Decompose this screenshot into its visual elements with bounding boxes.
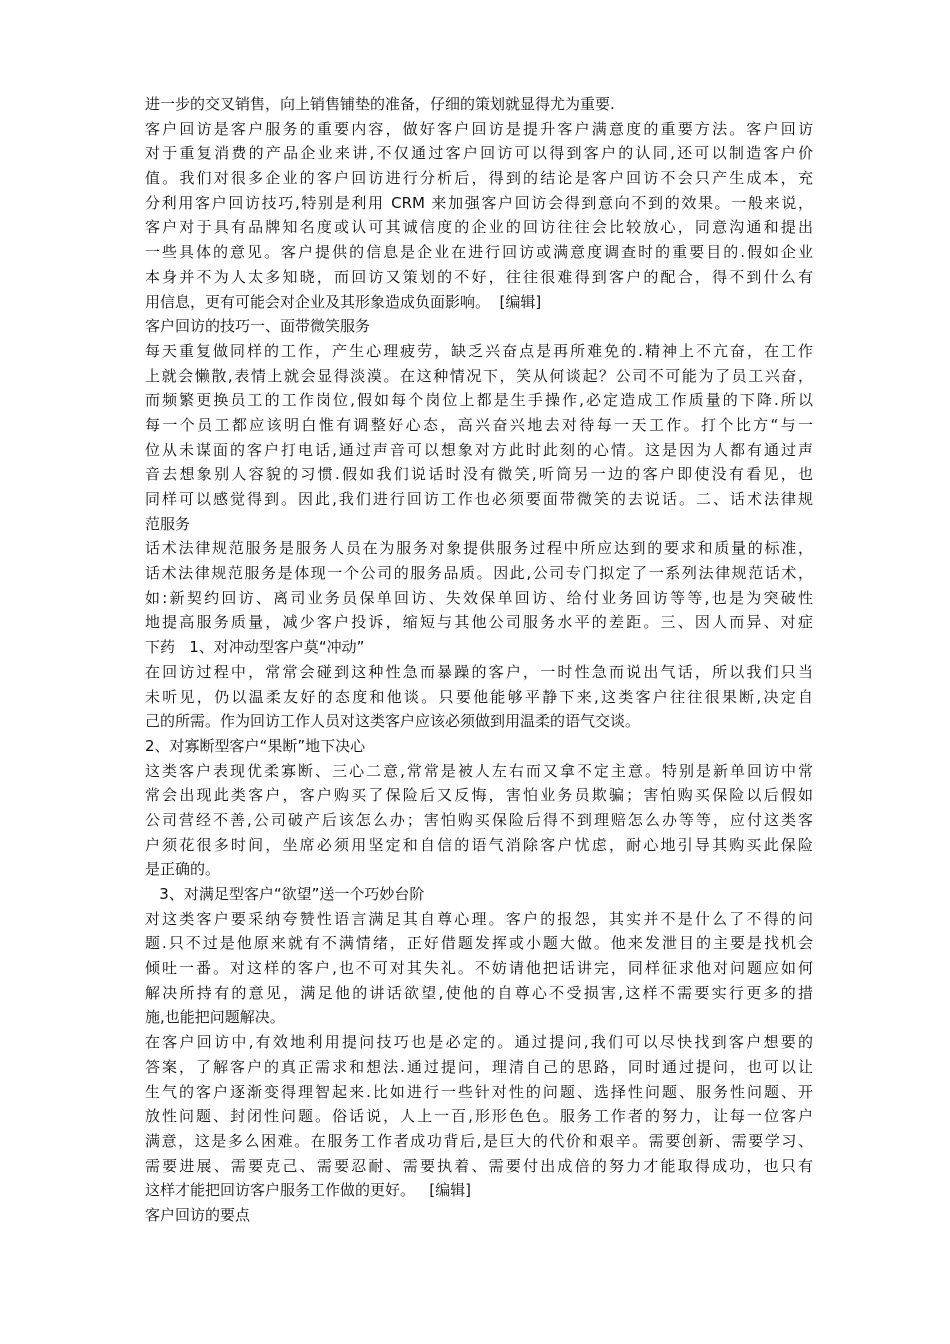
text-line: 上就会懒散,表情上就会显得淡漠。在这种情况下，笑从何谈起？公司不可能为了员工兴奋， [145, 366, 813, 385]
text-line: 进一步的交叉销售，向上销售铺垫的准备，仔细的策划就显得尤为重要. [145, 95, 615, 113]
text-line: 对于重复消费的产品企业来讲,不仅通过客户回访可以得到客户的认同,还可以制造客户价 [145, 144, 813, 163]
text-line: 2、对寡断型客户“果断”地下决心 [145, 736, 366, 755]
text-line: 位从未谋面的客户打电话,通过声音可以想象对方此时此刻的心情。这是因为人都有通过声 [145, 440, 813, 459]
text-line: 对这类客户要采纳夸赞性语言满足其自尊心理。客户的报怨，其实并不是什么了不得的问 [145, 909, 813, 928]
text-line: 答案，了解客户的真正需求和想法.通过提问，理清自己的思路，同时通过提问，也可以让 [145, 1057, 813, 1076]
text-line: 下药 1、对冲动型客户莫“冲动” [145, 638, 365, 657]
text-line: 是正确的。 [145, 860, 221, 879]
text-line: 每天重复做同样的工作，产生心理疲劳，缺乏兴奋点是再所难免的.精神上不亢奋，在工作 [145, 341, 813, 360]
text-line: 常会出现此类客户，客户购买了保险后又反悔，害怕业务员欺骗；害怕购买保险以后假如 [145, 786, 813, 805]
text-line: 在回访过程中，常常会碰到这种性急而暴躁的客户，一时性急而说出气话，所以我们只当 [145, 662, 813, 681]
text-line: 公司营经不善,公司破产后该怎么办；害怕购买保险后得不到理赔怎么办等等，应付这类客 [145, 810, 813, 829]
text-line: 放性问题、封闭性问题。俗话说，人上一百,形形色色。服务工作者的努力，让每一位客户 [145, 1107, 813, 1126]
text-line: 同样可以感觉得到。因此,我们进行回访工作也必须要面带微笑的去说话。二、话术法律规 [145, 490, 813, 508]
text-line: 这样才能把回访客户服务工作做的更好。 [编辑] [145, 1181, 472, 1200]
text-line: 而频繁更换员工的工作岗位,假如每个岗位上都是生手操作,必定造成工作质量的下降.所以 [145, 391, 813, 410]
text-line: 客户回访的要点 [145, 1205, 251, 1224]
text-line: 范服务 [145, 514, 191, 533]
text-line: 解决所持有的意见，满足他的讲话欲望,使他的自尊心不受损害,这样不需要实行更多的措 [145, 983, 813, 1002]
text-line: 一些具体的意见。客户提供的信息是企业在进行回访或满意度调查时的重要目的.假如企业 [145, 243, 813, 262]
text-line: 生气的客户逐渐变得理智起来.比如进行一些针对性的问题、选择性问题、服务性问题、开 [145, 1082, 813, 1101]
text-line: 需要进展、需要克己、需要忍耐、需要执着、需要付出成倍的努力才能取得成功，也只有 [145, 1156, 813, 1175]
document-body [145, 92, 813, 1228]
text-line: 客户回访的技巧一、面带微笑服务 [145, 317, 371, 336]
text-line: 施,也能把问题解决。 [145, 1008, 285, 1027]
text-line: 每一个员工都应该明白惟有调整好心态，高兴奋兴地去对待每一天工作。打个比方“与一 [145, 415, 813, 434]
text-line: 音去想象别人容貌的习惯.假如我们说话时没有微笑,听筒另一边的客户即使没有看见，也 [145, 465, 813, 484]
text-line: 这类客户表现优柔寡断、三心二意,常常是被人左右而又拿不定主意。特别是新单回访中常 [145, 761, 813, 780]
text-line: 话术法律规范服务是体现一个公司的服务品质。因此,公司专门拟定了一系列法律规范话术， [145, 564, 813, 583]
text-line: 题.只不过是他原来就有不满情绪，正好借题发挥或小题大做。他来发泄目的主要是找机会 [145, 934, 813, 953]
text-line: 分利用客户回访技巧,特别是利用 CRM 来加强客户回访会得到意向不到的效果。一般来说， [145, 193, 813, 212]
text-line: 在客户回访中,有效地利用提问技巧也是必定的。通过提问,我们可以尽快找到客户想要的 [145, 1033, 813, 1052]
text-line: 倾吐一番。对这样的客户,也不可对其失礼。不妨请他把话讲完，同样征求他对问题应如何 [145, 959, 813, 978]
text-line: 话术法律规范服务是服务人员在为服务对象提供服务过程中所应达到的要求和质量的标准， [145, 539, 813, 558]
text-line: 满意，这是多么困难。在服务工作者成功背后,是巨大的代价和艰辛。需要创新、需要学习、 [145, 1131, 813, 1150]
text-line: 客户回访是客户服务的重要内容，做好客户回访是提升客户满意度的重要方法。客户回访 [145, 119, 813, 138]
text-line: 地提高服务质量，减少客户投诉，缩短与其他公司服务水平的差距。三、因人而异、对症 [145, 613, 813, 632]
text-line: 客户对于具有品牌知名度或认可其诚信度的企业的回访往往会比较放心，同意沟通和提出 [145, 218, 813, 237]
text-line: 3、对满足型客户“欲望”送一个巧妙台阶 [145, 885, 425, 903]
text-line: 己的所需。作为回访工作人员对这类客户应该必须做到用温柔的语气交谈。 [145, 712, 641, 731]
text-line: 值。我们对很多企业的客户回访进行分析后，得到的结论是客户回访不会只产生成本，充 [145, 169, 813, 188]
text-line: 户须花很多时间，坐席必须用坚定和自信的语气消除客户忧虑，耐心地引导其购买此保险 [145, 835, 813, 854]
text-line: 如:新契约回访、离司业务员保单回访、失效保单回访、给付业务回访等等,也是为突破性 [145, 588, 813, 607]
text-line: 本身并不为人太多知晓，而回访又策划的不好，往往很难得到客户的配合，得不到什么有 [145, 267, 813, 286]
text-line: 用信息，更有可能会对企业及其形象造成负面影响。 [编辑] [145, 292, 542, 311]
text-line: 未听见，仍以温柔友好的态度和他谈。只要他能够平静下来,这类客户往往很果断,决定自 [145, 687, 813, 706]
